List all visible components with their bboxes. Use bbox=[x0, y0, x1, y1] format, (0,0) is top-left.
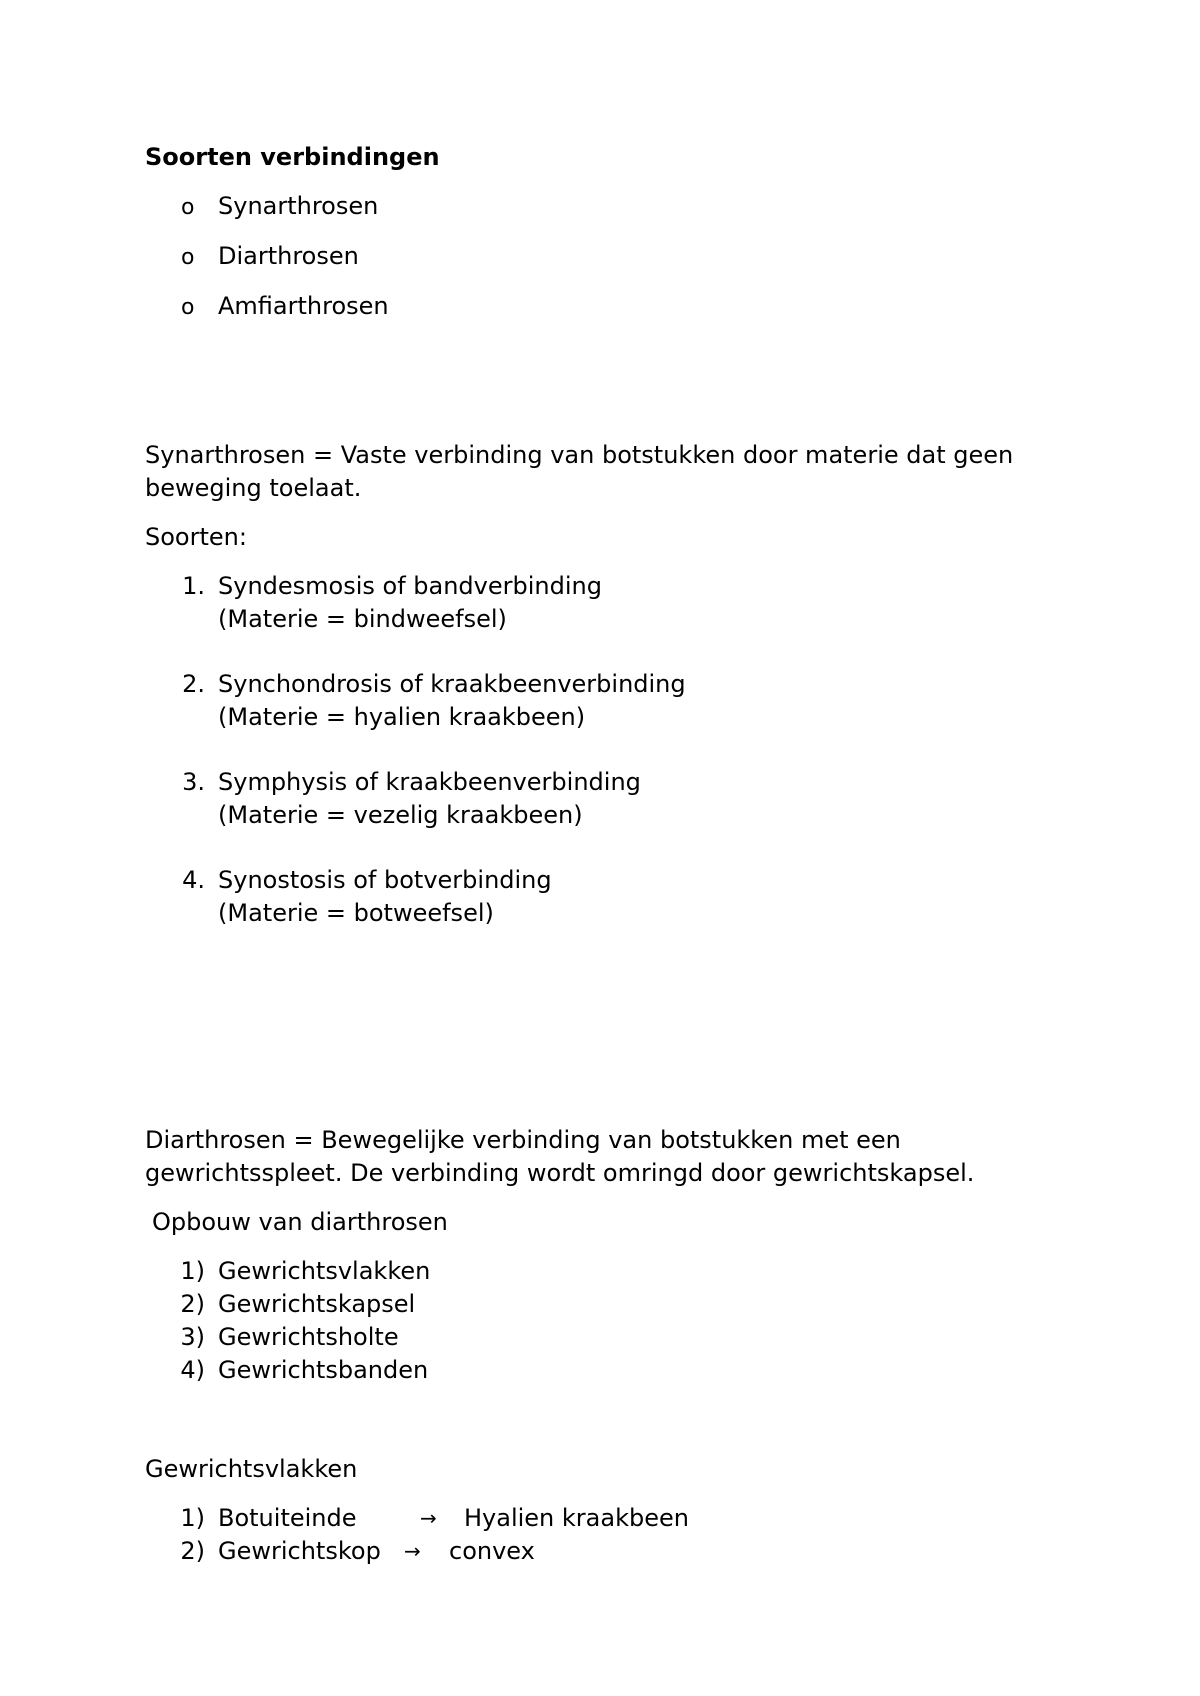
list-number: 1) bbox=[180, 1257, 205, 1285]
list-item-detail: (Materie = vezelig kraakbeen) bbox=[218, 801, 583, 829]
list-item-detail: (Materie = botweefsel) bbox=[218, 899, 494, 927]
list-item-detail: (Materie = bindweefsel) bbox=[218, 605, 507, 633]
list-item: Synarthrosen bbox=[218, 192, 379, 220]
synarthrosen-definition-cont: beweging toelaat. bbox=[145, 474, 362, 502]
bullet-icon: o bbox=[181, 295, 195, 320]
opbouw-label: Opbouw van diarthrosen bbox=[152, 1208, 448, 1236]
list-number: 4. bbox=[182, 866, 205, 894]
list-number: 2. bbox=[182, 670, 205, 698]
list-item-value: Hyalien kraakbeen bbox=[464, 1504, 689, 1532]
arrow-right-icon: → bbox=[404, 1539, 421, 1563]
list-item-value: convex bbox=[449, 1537, 535, 1565]
diarthrosen-definition-cont: gewrichtsspleet. De verbinding wordt omringd door gewrichtskapsel. bbox=[145, 1159, 975, 1187]
arrow-right-icon: → bbox=[420, 1506, 437, 1530]
list-item-title: Synostosis of botverbinding bbox=[218, 866, 552, 894]
list-item: Amfiarthrosen bbox=[218, 292, 389, 320]
list-item: Gewrichtsbanden bbox=[218, 1356, 429, 1384]
list-item-term: Botuiteinde bbox=[218, 1504, 357, 1532]
list-item-title: Synchondrosis of kraakbeenverbinding bbox=[218, 670, 686, 698]
soorten-label: Soorten: bbox=[145, 523, 247, 551]
list-item: Diarthrosen bbox=[218, 242, 359, 270]
bullet-icon: o bbox=[181, 195, 195, 220]
list-number: 3) bbox=[180, 1323, 205, 1351]
list-item-term: Gewrichtskop bbox=[218, 1537, 381, 1565]
list-item: Gewrichtsvlakken bbox=[218, 1257, 431, 1285]
bullet-icon: o bbox=[181, 245, 195, 270]
list-item-detail: (Materie = hyalien kraakbeen) bbox=[218, 703, 586, 731]
list-item-title: Symphysis of kraakbeenverbinding bbox=[218, 768, 641, 796]
list-number: 3. bbox=[182, 768, 205, 796]
list-number: 2) bbox=[180, 1537, 205, 1565]
list-item: Gewrichtsholte bbox=[218, 1323, 399, 1351]
list-item-title: Syndesmosis of bandverbinding bbox=[218, 572, 602, 600]
list-number: 4) bbox=[180, 1356, 205, 1384]
heading-soorten-verbindingen: Soorten verbindingen bbox=[145, 143, 440, 171]
list-number: 2) bbox=[180, 1290, 205, 1318]
list-item: Gewrichtskapsel bbox=[218, 1290, 416, 1318]
diarthrosen-definition: Diarthrosen = Bewegelijke verbinding van botstukken met een bbox=[145, 1126, 901, 1154]
synarthrosen-definition: Synarthrosen = Vaste verbinding van botstukken door materie dat geen bbox=[145, 441, 1014, 469]
heading-gewrichtsvlakken: Gewrichtsvlakken bbox=[145, 1455, 358, 1483]
list-number: 1) bbox=[180, 1504, 205, 1532]
list-number: 1. bbox=[182, 572, 205, 600]
